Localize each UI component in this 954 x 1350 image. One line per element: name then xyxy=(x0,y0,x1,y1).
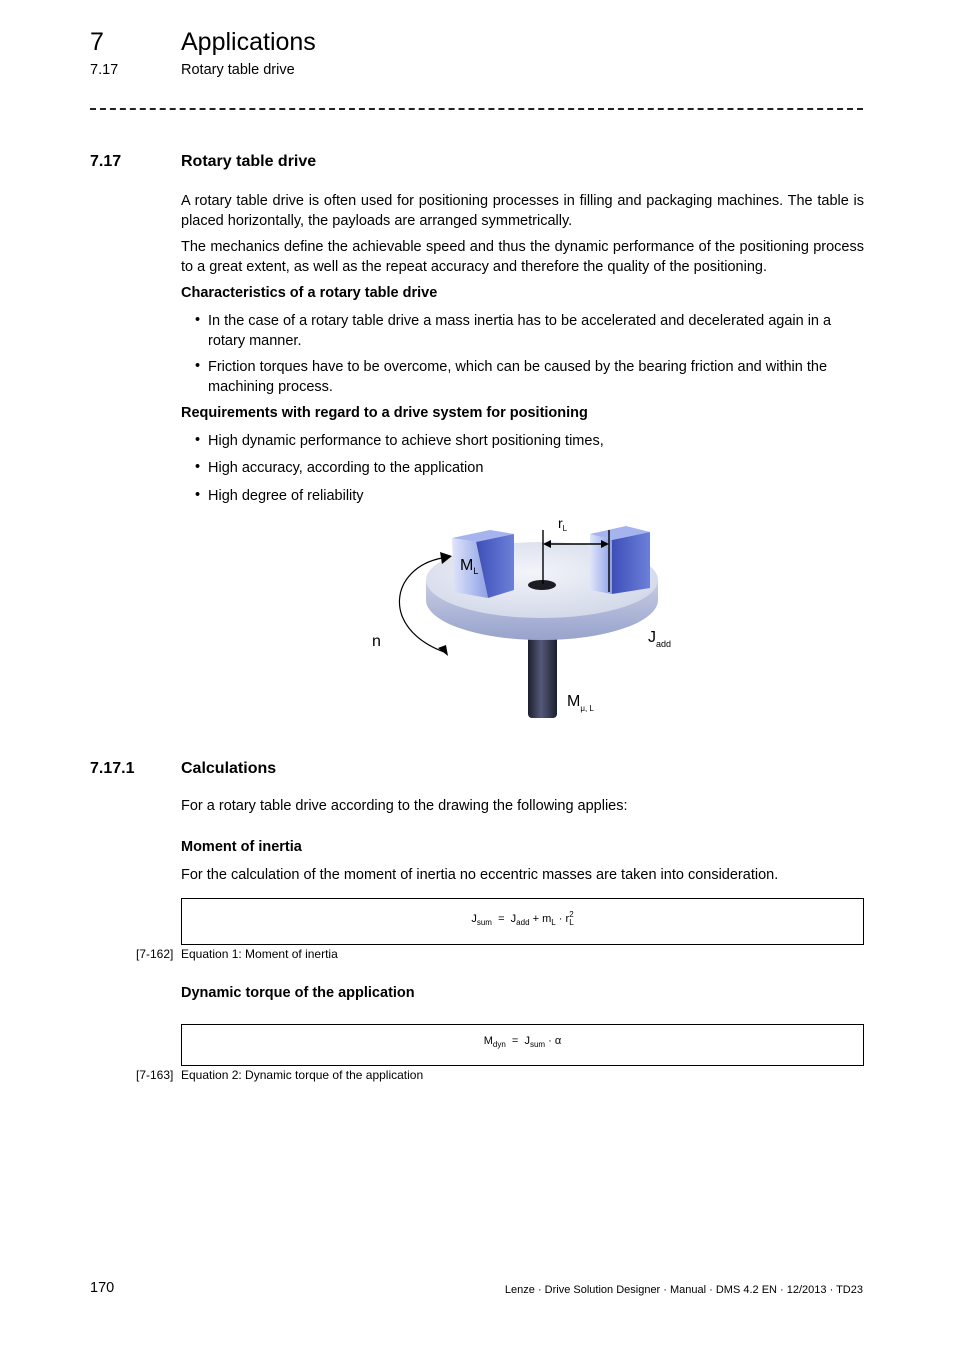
section-title: Rotary table drive xyxy=(181,153,317,170)
bullet-marker: • xyxy=(195,459,201,475)
header-divider xyxy=(90,108,863,110)
list-item: High dynamic performance to achieve short positioning times, xyxy=(208,433,604,449)
subsection-title: Calculations xyxy=(181,760,277,777)
caption-number: [7-163] xyxy=(136,1068,174,1082)
page-number: 170 xyxy=(90,1280,115,1296)
list-item: High degree of reliability xyxy=(208,488,364,504)
calculations-intro: For a rotary table drive according to the drawing the following applies: xyxy=(181,798,628,814)
label-ml: $M_L$ xyxy=(460,557,479,576)
characteristics-heading: Characteristics of a rotary table drive xyxy=(181,285,438,301)
header-section-title: Rotary table drive xyxy=(181,62,295,78)
equation-box-torque xyxy=(181,1024,864,1066)
chapter-number: 7 xyxy=(90,28,104,56)
load-block-right xyxy=(590,526,650,594)
list-item: High accuracy, according to the application xyxy=(208,460,484,476)
label-jadd: $J_{add}$ xyxy=(648,629,672,649)
label-mmu: $M_{\mu, L}$ xyxy=(567,693,594,713)
shaft xyxy=(528,630,557,718)
chapter-title: Applications xyxy=(181,28,316,56)
equation-moment: $J_{sum} = J_{add} + m_L \cdot r$ 2 L xyxy=(471,910,574,928)
list-item: In the case of a rotary table drive a mass inertia has to be accelerated and decelerated again in a rotary manner. xyxy=(208,313,832,349)
paragraph-intro: A rotary table drive is often used for positioning processes in filling and packaging machines. The table is placed horizontally, the payloads are arranged symmetrically. xyxy=(181,193,864,229)
bullet-marker: • xyxy=(195,312,201,328)
bullet-marker: • xyxy=(195,358,201,374)
moment-heading: Moment of inertia xyxy=(181,839,302,855)
bullet-marker: • xyxy=(195,432,201,448)
requirements-heading: Requirements with regard to a drive system for positioning xyxy=(181,405,588,421)
footer-text: Lenze · Drive Solution Designer · Manual · DMS 4.2 EN · 12/2013 · TD23 xyxy=(504,1284,863,1296)
torque-heading: Dynamic torque of the application xyxy=(181,985,415,1001)
moment-text: For the calculation of the moment of inertia no eccentric masses are taken into consideration. xyxy=(181,867,779,883)
header-section-number: 7.17 xyxy=(90,62,119,78)
caption-text: Equation 1: Moment of inertia xyxy=(181,947,338,961)
subsection-number: 7.17.1 xyxy=(90,760,135,777)
bullet-marker: • xyxy=(195,487,201,503)
rotary-table-figure xyxy=(360,508,680,723)
caption-number: [7-162] xyxy=(136,947,174,961)
section-number: 7.17 xyxy=(90,153,122,170)
label-n: n xyxy=(372,633,381,650)
table-hub xyxy=(528,580,556,590)
paragraph-mechanics: The mechanics define the achievable speed and thus the dynamic performance of the positioning process to a great extent, as well as the repeat accuracy and therefore the quality of the positioning. xyxy=(181,239,864,275)
rotary-table-illustration xyxy=(360,508,680,723)
label-rl: $r_L$ xyxy=(558,515,568,533)
equation-torque: $M_{dyn} = J_{sum} \cdot \alpha$ xyxy=(483,1035,562,1050)
equation-box-moment xyxy=(181,898,864,945)
list-item: Friction torques have to be overcome, which can be caused by the bearing friction and within the machining process. xyxy=(208,359,828,395)
caption-text: Equation 2: Dynamic torque of the application xyxy=(181,1068,424,1082)
